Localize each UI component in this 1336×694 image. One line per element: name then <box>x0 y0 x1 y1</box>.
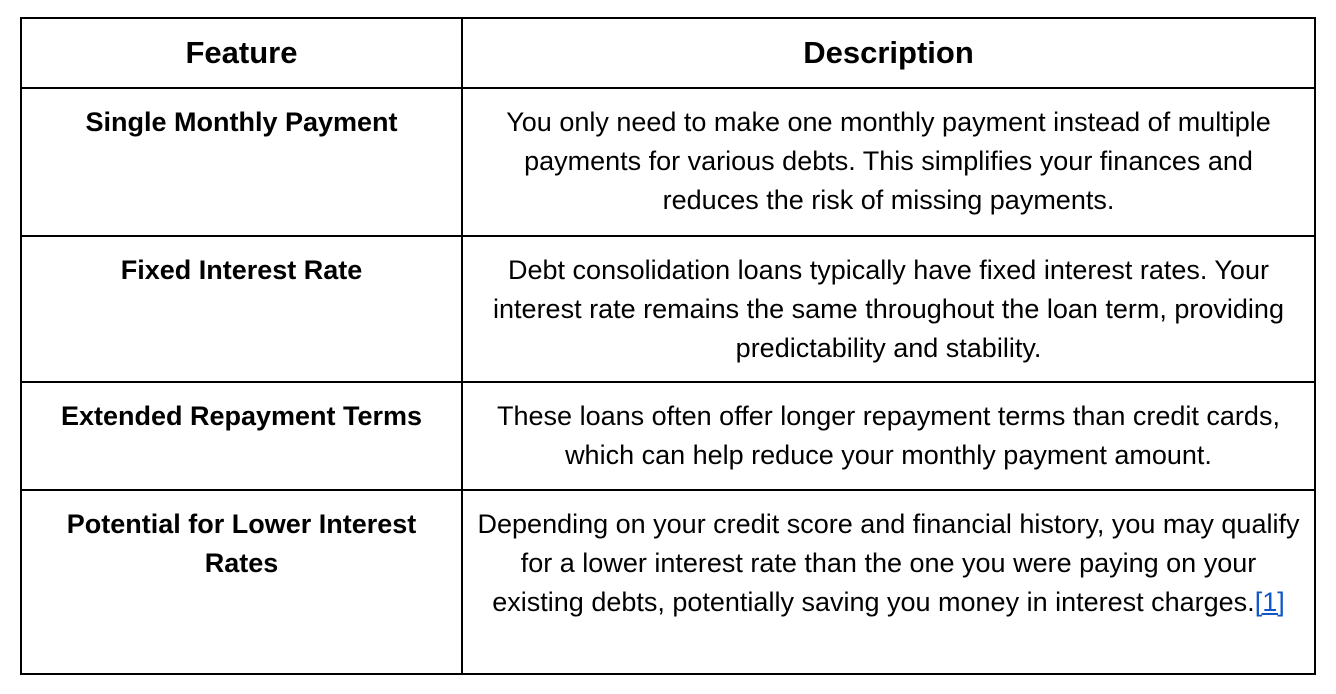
table-row <box>21 382 1315 490</box>
description-cell: Debt consolidation loans typically have fixed interest rates. Your interest rate remains the same throughout the loan term, providing predictability and stability. <box>462 236 1315 382</box>
header-description: Description <box>462 18 1315 88</box>
feature-cell: Extended Repayment Terms <box>21 382 462 490</box>
header-feature: Feature <box>21 18 462 88</box>
feature-cell: Fixed Interest Rate <box>21 236 462 382</box>
table-row <box>21 490 1315 674</box>
features-table <box>20 17 1316 675</box>
description-text: Depending on your credit score and financial history, you may qualify for a lower interest rate than the one you were paying on your existing debts, potentially saving you money in interest charges. <box>477 509 1300 617</box>
description-cell: You only need to make one monthly payment instead of multiple payments for various debts. This simplifies your finances and reduces the risk of missing payments. <box>462 88 1315 236</box>
citation-link[interactable]: [1] <box>1254 586 1285 617</box>
description-cell <box>462 490 1315 674</box>
table-header-row <box>21 18 1315 88</box>
feature-cell: Potential for Lower Interest Rates <box>21 490 462 674</box>
table-row <box>21 88 1315 236</box>
description-cell: These loans often offer longer repayment terms than credit cards, which can help reduce your monthly payment amount. <box>462 382 1315 490</box>
table-row <box>21 236 1315 382</box>
feature-cell: Single Monthly Payment <box>21 88 462 236</box>
